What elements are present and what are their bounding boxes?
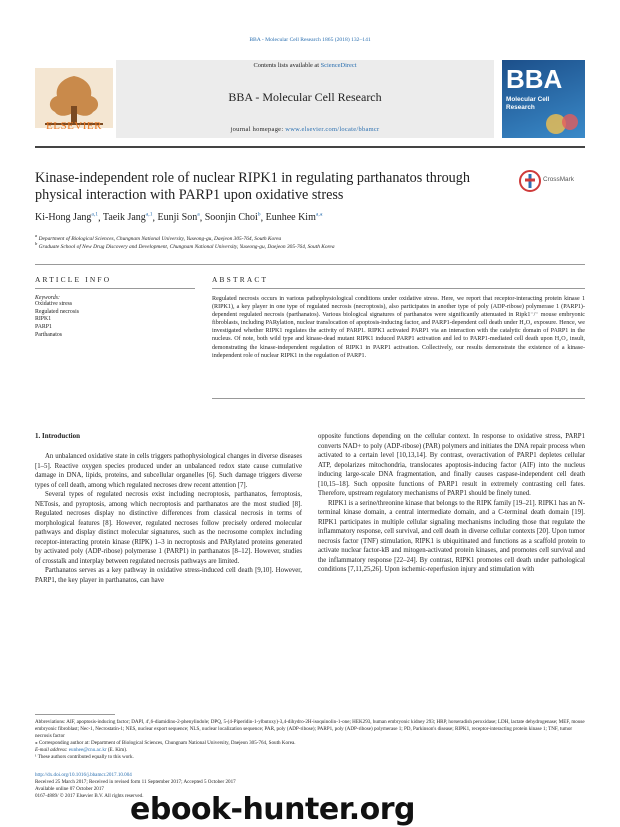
affiliation: $^a$ Department of Biological Sciences, Chungnam National University, Yuseong-gu, Daejeon 305-764, South Korea xyxy=(35,233,282,242)
cover-subtitle: Molecular Cell Research xyxy=(506,96,550,111)
intro-left-column xyxy=(35,452,302,585)
keyword: Oxidative stress xyxy=(35,301,73,307)
divider xyxy=(35,288,195,289)
email-footnote: E-mail address: eunhee@cnu.ac.kr (E. Kim). xyxy=(35,747,128,754)
running-header[interactable]: BBA - Molecular Cell Research 1865 (2018) 132–141 xyxy=(249,37,371,43)
paragraph: Parthanatos serves as a key pathway in oxidative stress-induced cell death [9,10]. However, PARP1, the key player in parthanatos, can have xyxy=(35,567,302,584)
contents-line xyxy=(116,62,494,69)
keyword: RIPK1 xyxy=(35,316,52,323)
equal-contribution-footnote: ¹ These authors contributed equally to this work. xyxy=(35,754,134,761)
keywords-block xyxy=(35,295,195,340)
cover-title: BBA xyxy=(506,64,563,94)
copyright: 0167-4889/ © 2017 Elsevier B.V. All rights reserved. xyxy=(35,793,144,800)
author[interactable]: Taeik Jang$^{a,1}$ xyxy=(102,212,153,224)
homepage-link[interactable]: www.elsevier.com/locate/bbamcr xyxy=(285,126,380,133)
crossmark-badge[interactable] xyxy=(519,170,579,192)
footnote-rule xyxy=(35,714,115,715)
corresponding-footnote: ⁎ Corresponding author at: Department of Biological Sciences, Chungnam National University, Daejeon 305-764, South Korea. xyxy=(35,740,296,747)
abstract-heading: ABSTRACT xyxy=(212,275,269,284)
available-online: Available online 07 October 2017 xyxy=(35,786,104,793)
sciencedirect-link[interactable]: ScienceDirect xyxy=(320,62,357,69)
author[interactable]: Eunhee Kim$^{a,⁎}$ xyxy=(265,212,323,224)
paragraph: An unbalanced oxidative state in cells triggers pathophysiological changes in diverse diseases [1–5]. Reactive oxygen species produced under an unbalanced redox state cause cumulative damage in DNA, lipids, proteins, and subcellular organelles [6]. Such damage triggers diverse types of cell death, among which regulated necroses drew recent attention [7]. xyxy=(35,453,302,489)
abstract-text: Regulated necrosis occurs in various pathophysiological conditions under oxidative stress. Here, we report that receptor-interacting protein kinase 1 (RIPK1), a key player in one type of regulated necrosis (necroptosis), also participates in another type of poly (ADP-ribose) polymerase 1 (PARP1)-dependent regulated necrosis (parthanatos). Various biological signatures of parthanatos were significantly attenuated in Ripk1⁻/⁻ mouse embryonic fibroblasts, including PARylation, nuclear translocation of apoptosis-inducing factor, and PARP1-dependent cell death under H₂O₂ exposure. Hence, we investigated whether RIPK1 regulates the activity of PARP1. RIPK1 activated PARP1 via an interaction with the catalytic domain of PARP1 in the nucleus. Of note, both wild type and kinase-dead mutant RIPK1 induced PARP1 activation and led to PARP1-mediated cell death upon H₂O₂ insult, demonstrating the kinase-independent regulation of RIPK1 in PARP1 activation. Collectively, our results demonstrate the existence of a kinase-independent role of nuclear RIPK1 in the regulation of PARP1. xyxy=(212,296,585,359)
affiliation: $^b$ Graduate School of New Drug Discovery and Development, Chungnam National University, Yuseong-gu, Daejeon 305-764, South Korea xyxy=(35,241,335,250)
keyword: Parthanatos xyxy=(35,331,63,338)
journal-homepage xyxy=(116,126,494,133)
abbreviations-footnote: Abbreviations: AIF, apoptosis-inducing factor; DAPI, 4′,6-diamidino-2-phenylindole; DPQ, 5-(4-Piperidin-1-ylbutoxy)-3,4-dihydro-2H-isoquinolin-1-one; HEK293, human embryonic kidney 293; HRP, horseradish peroxidase; LDH, lactate dehydrogenase; MEF, mouse embryonic fibroblast; Nec-1, Necrostatin-1; NES, nuclear export sequence; NLS, nuclear localization sequence; PAR, poly (ADP-ribose); PARP1, poly (ADP-ribose) polymerase 1; PD, Parkinson's disease; RIPK1, receptor-interacting protein kinase 1; TNF, tumor necrosis factor xyxy=(35,719,585,740)
crossmark-label: CrossMark xyxy=(543,176,574,183)
journal-cover xyxy=(502,60,585,138)
cover-art-icon xyxy=(542,110,582,136)
doi-link[interactable]: http://dx.doi.org/10.1016/j.bbamcr.2017.10.004 xyxy=(35,772,132,778)
received-dates: Received 25 March 2017; Received in revised form 11 September 2017; Accepted 5 October 2017 xyxy=(35,779,236,786)
crossmark-icon xyxy=(519,170,541,192)
header-rule xyxy=(35,146,585,148)
article-info-heading: ARTICLE INFO xyxy=(35,275,112,284)
paragraph: Several types of regulated necrosis exist including necroptosis, parthanatos, ferroptosis, NETosis, and pyroptosis, among which necroptosis and parthanatos are the most studied [8]. Regulated necroses display no distinctive differences from classical necrosis in terms of morphological features [8]. However, regulated necroses follow precisely ordered molecular pathways and display distinct molecular signatures, such as the necrosome complex including receptor-interacting protein kinase (RIPK) 1–3 in necroptosis and PARylated proteins generated by activated poly (ADP-ribose) polymerase 1 (PARP1) in parthanatos [8–12]. However, studies of crosstalk and interplay between regulated necrosis pathways are limited. xyxy=(35,491,302,565)
keyword: Regulated necrosis xyxy=(35,308,79,315)
contents-prefix: Contents lists available at xyxy=(253,62,321,69)
divider xyxy=(35,264,585,265)
keyword: PARP1 xyxy=(35,324,52,331)
article-title: Kinase-independent role of nuclear RIPK1 in regulating parthanatos through physical interaction with PARP1 upon oxidative stress xyxy=(35,170,470,204)
publisher-name: ELSEVIER xyxy=(46,120,102,132)
section-heading: 1. Introduction xyxy=(35,432,80,440)
journal-name: BBA - Molecular Cell Research xyxy=(228,90,382,104)
homepage-prefix: journal homepage: xyxy=(230,126,286,133)
paragraph: opposite functions depending on the cellular context. In response to oxidative stress, PARP1 converts NAD+ to poly (ADP-ribose) (PAR) polymers and initiates the DNA repair process when activated to a certain level [10,13,14]. By contrast, overactivation of PARP1 depletes cellular ATP, depolarizes mitochondria, translocates apoptosis-inducing factor (AIF) into the nucleus inducing large-scale DNA fragmentation, and finally causes caspase-independent cell death [10,15–18]. Such opposite functions of PARP1 result in extremely contrasting cell fates. Therefore, upstream regulatory mechanisms of PARP1 should be finely tuned. xyxy=(318,433,585,498)
author[interactable]: Soonjin Choi$^b$ xyxy=(204,212,261,224)
divider xyxy=(212,398,585,399)
author[interactable]: Eunji Son$^a$ xyxy=(157,212,200,224)
author-list: Ki-Hong Jang$^{a,1}$, Taeik Jang$^{a,1}$, Eunji Son$^a$, Soonjin Choi$^b$, Eunhee Kim$^{a,⁎}$ xyxy=(35,212,323,224)
paragraph: RIPK1 is a serine/threonine kinase that belongs to the RIPK family [19–21]. RIPK1 has an N-terminal kinase domain, a central intermediate domain, and a C-terminal death domain [19]. RIPK1 participates in multiple cellular signaling mechanisms including those that regulate the inflammatory response, cell survival, and cell death in diverse cellular contexts [20]. Upon tumor necrosis factor (TNF) stimulation, RIPK1 is ubiquitinated and functions as a scaffold protein to activate nuclear factor-kB and mitogen-activated protein kinases, and promotes cell survival and the inflammatory response [22–24]. By contrast, RIPK1 promotes cell death under pathological conditions [7,11,25,26]. Upon ischemic-reperfusion injury and stimulation with xyxy=(318,499,585,574)
keywords-label: Keywords: xyxy=(35,295,60,301)
intro-right-column xyxy=(318,432,585,575)
watermark: ebook-hunter.org xyxy=(130,792,415,827)
divider xyxy=(212,288,585,289)
author[interactable]: Ki-Hong Jang$^{a,1}$ xyxy=(35,212,99,224)
email-link[interactable]: eunhee@cnu.ac.kr xyxy=(68,747,107,754)
footnotes xyxy=(35,719,585,761)
